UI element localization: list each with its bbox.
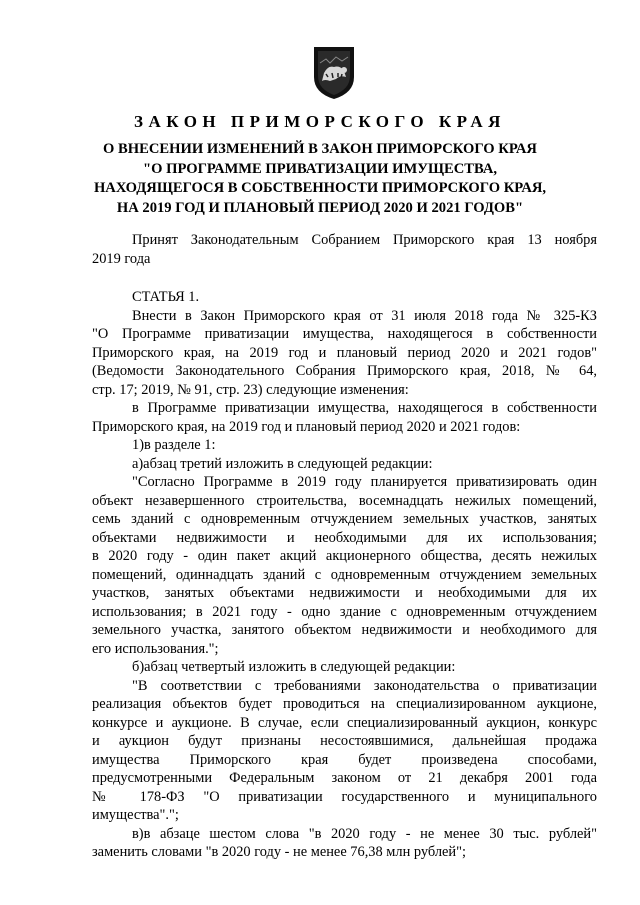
adoption-line: Принят Законодательным Собранием Приморского края 13 ноября — [132, 232, 597, 248]
paragraph-line: и аукцион будут признаны несостоявшимися, дальнейшая продажа — [92, 733, 597, 749]
paragraph-line: Приморского края, на 2019 год и плановый период 2020 и 2021 годов: — [92, 418, 521, 435]
paragraph-line: в)в абзаце шестом слова "в 2020 году - не менее 30 тыс. рублей" — [132, 825, 597, 842]
paragraph-line: реализация объектов будет проводиться на специализированном аукционе, — [92, 696, 597, 712]
paragraph-line: участков, занятых объектами недвижимости и необходимыми для их — [92, 585, 597, 601]
law-title: ЗАКОН ПРИМОРСКОГО КРАЯ — [134, 112, 506, 131]
paragraph-line: б)абзац четвертый изложить в следующей редакции: — [132, 659, 456, 675]
paragraph-line: в 2020 году - один пакет акций акционерного общества, десять нежилых — [92, 548, 597, 564]
paragraph-line: объект незавершенного строительства, восемнадцать нежилых помещений, — [92, 492, 597, 509]
paragraph-line: земельного участка, занятого объектом недвижимости и необходимого для — [92, 622, 597, 638]
paragraph-line: а)абзац третий изложить в следующей редакции: — [132, 455, 433, 472]
subtitle-line: НАХОДЯЩЕГОСЯ В СОБСТВЕННОСТИ ПРИМОРСКОГО КРАЯ, — [93, 180, 547, 196]
paragraph-line: объектами недвижимости и необходимыми для их использования; — [92, 529, 597, 546]
paragraph-line: № 178-ФЗ "О приватизации государственного и муниципального — [92, 788, 597, 805]
subtitle-line: НА 2019 ГОД И ПЛАНОВЫЙ ПЕРИОД 2020 И 2021 ГОДОВ" — [116, 199, 524, 216]
primorsky-krai-coat-of-arms-icon — [310, 43, 358, 101]
paragraph-line: "Согласно Программе в 2019 году планируется приватизировать один — [132, 474, 597, 490]
paragraph-line: "В соответствии с требованиями законодательства о приватизации — [132, 677, 597, 694]
paragraph-line: в Программе приватизации имущества, находящегося в собственности — [132, 400, 597, 416]
paragraph-line: предусмотренными Федеральным законом от 21 декабря 2001 года — [92, 770, 597, 786]
law-subtitle — [80, 140, 560, 218]
paragraph-line: 1)в разделе 1: — [132, 437, 216, 453]
paragraph-line: Внести в Закон Приморского края от 31 июля 2018 года № 325-КЗ — [132, 307, 597, 324]
paragraph-line: стр. 17; 2019, № 91, стр. 23) следующие изменения: — [92, 381, 409, 398]
paragraph-line: семь зданий с одновременным отчуждением земельных участков, занятых — [92, 511, 597, 527]
paragraph-line: конкурсе и аукционе. В случае, если специализированный аукцион, конкурс — [92, 714, 597, 731]
adoption-line: 2019 года — [92, 250, 151, 267]
paragraph-line: заменить словами "в 2020 году - не менее 76,38 млн рублей"; — [92, 844, 466, 860]
paragraph-line: помещений, одиннадцать зданий с одновременным отчуждением земельных — [92, 566, 597, 583]
paragraph-line: использования; в 2021 году - одно здание с одновременным отчуждением — [92, 603, 597, 620]
paragraph-line: Приморского края, на 2019 год и плановый период 2020 и 2021 годов" — [92, 344, 597, 361]
subtitle-line: О ВНЕСЕНИИ ИЗМЕНЕНИЙ В ЗАКОН ПРИМОРСКОГО КРАЯ — [103, 141, 537, 157]
paragraph-line: (Ведомости Законодательного Собрания Приморского края, 2018, № 64, — [92, 363, 597, 379]
subtitle-line: "О ПРОГРАММЕ ПРИВАТИЗАЦИИ ИМУЩЕСТВА, — [142, 160, 498, 177]
article-heading: СТАТЬЯ 1. — [132, 289, 200, 305]
paragraph-line: имущества Приморского края будет произведена способами, — [92, 751, 597, 768]
paragraph-line: имущества"."; — [92, 807, 179, 823]
paragraph-line: его использования."; — [92, 640, 219, 657]
article-1 — [92, 288, 597, 862]
paragraph-line: "О Программе приватизации имущества, находящегося в собственности — [92, 326, 597, 342]
adoption-note — [92, 231, 597, 268]
